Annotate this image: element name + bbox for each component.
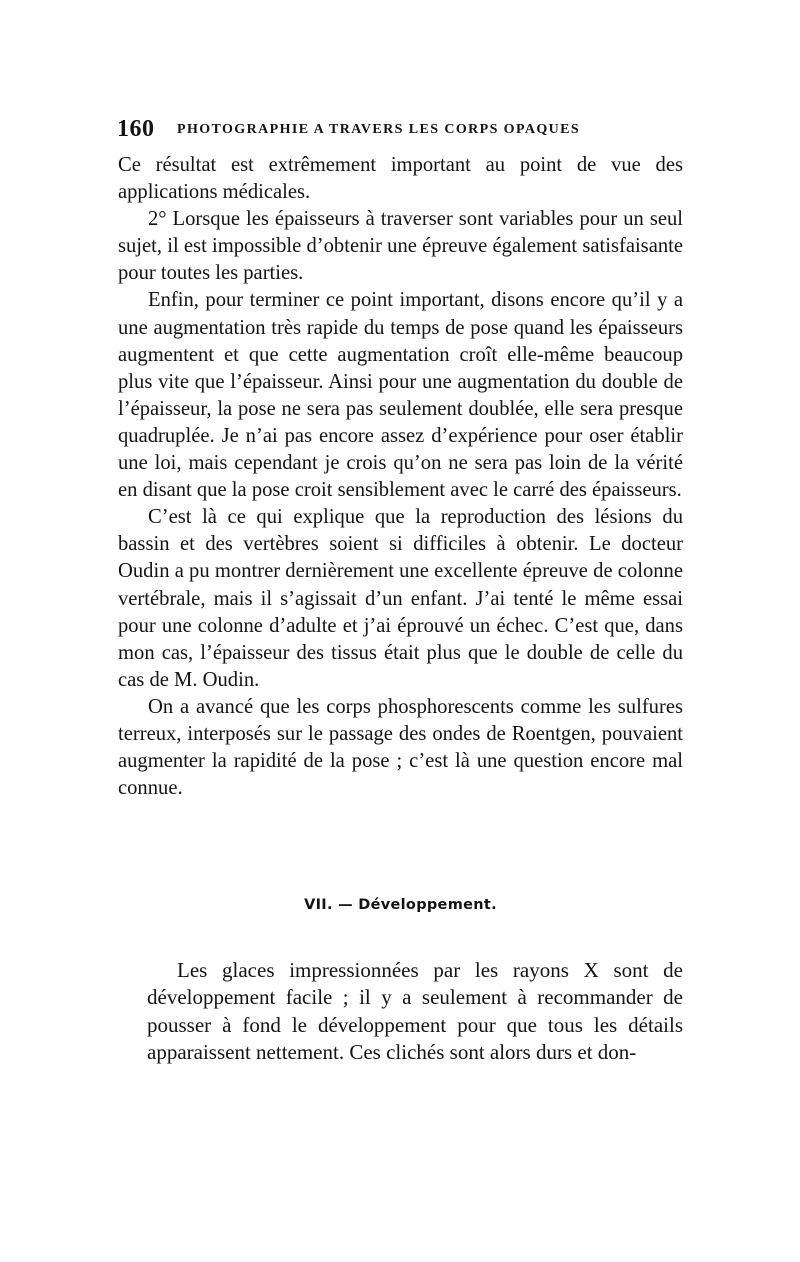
page-number: 160: [117, 116, 155, 142]
paragraph-4: C’est là ce qui explique que la reproduction des lésions du bassin et des vertèbres soient si difficiles à obtenir. Le docteur Oudin a pu montrer dernièrement une excellente épreuve de colonne vertébrale, mais il s’agissait d’un enfant. J’ai tenté le même essai pour une colonne d’adulte et j’ai éprouvé un échec. C’est que, dans mon cas, l’épaisseur des tissus était plus que le double de celle du cas de M. Oudin.: [118, 506, 683, 691]
section-body: [147, 957, 683, 1066]
paragraph-1: Ce résultat est extrêmement important au point de vue des applications médicales.: [118, 154, 683, 204]
section-paragraph: Les glaces impressionnées par les rayons X sont de développement facile ; il y a seulement à recommander de pousser à fond le développement pour que tous les détails apparaissent nettement. Ces clichés sont alors durs et don-: [147, 958, 683, 1064]
section-heading: VII. — Développement.: [304, 897, 497, 913]
running-title: PHOTOGRAPHIE A TRAVERS LES CORPS OPAQUES: [177, 122, 581, 137]
running-head: [117, 116, 687, 146]
body-text: [118, 152, 683, 802]
paragraph-5: On a avancé que les corps phosphorescents comme les sulfures terreux, interposés sur le passage des ondes de Roentgen, pouvaient augmenter la rapidité de la pose ; c’est là une question encore mal connue.: [118, 695, 683, 800]
paragraph-2: 2° Lorsque les épaisseurs à traverser sont variables pour un seul sujet, il est impossible d’obtenir une épreuve également satisfaisante pour toutes les parties.: [118, 208, 683, 285]
paragraph-3: Enfin, pour terminer ce point important, disons encore qu’il y a une augmentation très rapide du temps de pose quand les épaisseurs augmentent et que cette augmentation croît elle-même beaucoup plus vite que l’épaisseur. Ainsi pour une augmentation du double de l’épaisseur, la pose ne sera pas seulement doublée, elle sera presque quadruplée. Je n’ai pas encore assez d’expérience pour oser établir une loi, mais cependant je crois qu’on ne sera pas loin de la vérité en disant que la pose croit sensiblement avec le carré des épaisseurs.: [118, 289, 683, 502]
